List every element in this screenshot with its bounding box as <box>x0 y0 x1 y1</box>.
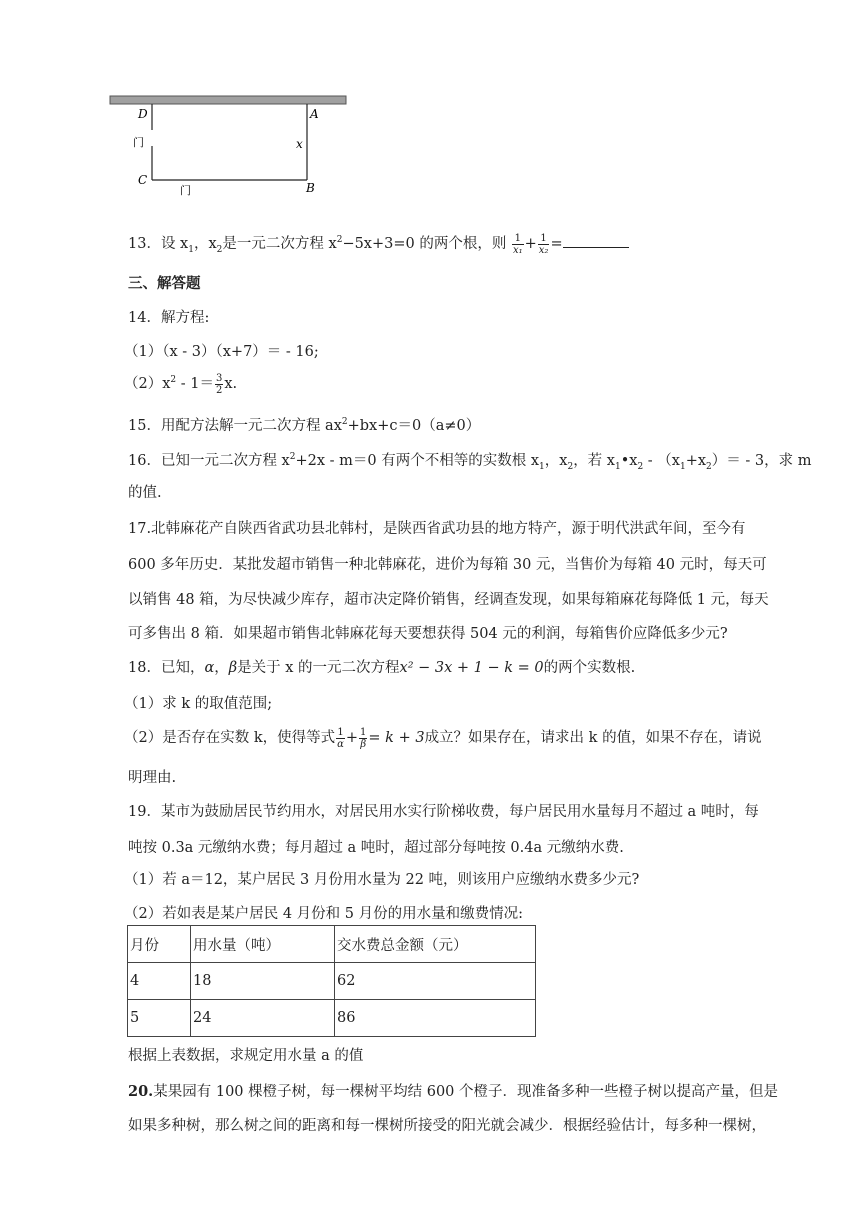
question-18: 18．已知，α，β是关于 x 的一元二次方程x² − 3x + 1 − k = 0的两个实数根. <box>128 660 636 676</box>
label-a: A <box>310 107 319 121</box>
question-13: 13．设 $x_1$，$x_2$是一元二次方程 $x^2-5x+3=0$ 的两个根，则 $\frac{1}{\text{x₁}}$ + $\frac{1}{\text{x₂}}$ = <box>128 232 629 256</box>
label-b: B <box>306 181 315 195</box>
rectangle-wall-figure <box>100 90 360 200</box>
question-17-line-4: 可多售出 8 箱．如果超市销售北韩麻花每天要想获得 504 元的利润，每箱售价应降低多少元? <box>128 626 728 642</box>
table-row <box>128 963 536 1000</box>
fraction-1-over-x1: $\frac{1}{\text{x₁}}$ <box>512 232 523 256</box>
header-cell: 交水费总金额（元） <box>335 926 536 963</box>
wall-bar <box>110 96 346 104</box>
label-d: D <box>138 107 148 121</box>
question-20-line-2: 如果多种树，那么树之间的距离和每一棵树所接受的阳光就会减少．根据经验估计，每多种一棵树， <box>128 1118 766 1134</box>
table-cell: 24 <box>191 1000 335 1037</box>
water-usage-table <box>127 925 536 1037</box>
question-17-line-3: 以销售 48 箱，为尽快减少库存，超市决定降价销售，经调查发现，如果每箱麻花每降低 1 元，每天 <box>128 592 769 608</box>
question-19-after-table: 根据上表数据，求规定用水量 a 的值 <box>128 1048 364 1064</box>
question-14-part-2: $(2)x^2 - 1=$ $\frac{3}{2}$ x. <box>124 372 238 396</box>
table-cell: 86 <box>335 1000 536 1037</box>
section-heading: 三、解答题 <box>128 276 201 292</box>
question-15: 15．用配方法解一元二次方程 $ax^2+bx+c=0(a\ne 0)$ <box>128 417 481 434</box>
door-label-1: 门 <box>133 136 144 149</box>
question-17-line-2: 600 多年历史．某批发超市销售一种北韩麻花，进价为每箱 30 元，当售价为每箱 40 元时，每天可 <box>128 557 767 573</box>
question-19-part-2: （2）若如表是某户居民 4 月份和 5 月份的用水量和缴费情况: <box>124 906 523 922</box>
question-19-line-1: 19．某市为鼓励居民节约用水，对居民用水实行阶梯收费，每户居民用水量每月不超过 a 吨时，每 <box>128 804 759 820</box>
question-16-line-2: 的值. <box>128 485 162 501</box>
header-cell: 用水量（吨） <box>191 926 335 963</box>
table-row <box>128 1000 536 1037</box>
question-14-part-1: （1）（x - 3）（x+7）＝ - 16; <box>124 344 319 360</box>
question-16: 16．已知一元二次方程 $x^2+2x - m=0$ 有两个不相等的实数根 $x_1$，$x_2$，若 $x_1•x_2 - (x_1+x_2)= - 3$，求 m <box>128 452 812 472</box>
question-20-line-1: 20.某果园有 100 棵橙子树，每一棵树平均结 600 个橙子．现准备多种一些橙子树以提高产量，但是 <box>128 1083 779 1100</box>
question-14-title: 14．解方程: <box>128 310 210 326</box>
question-19-part-1: （1）若 a＝12，某户居民 3 月份用水量为 22 吨，则该用户应缴纳水费多少元? <box>124 872 640 888</box>
table-cell: 5 <box>128 1000 191 1037</box>
fraction-1-over-x2: $\frac{1}{\text{x₂}}$ <box>538 232 549 256</box>
answer-blank <box>563 233 629 248</box>
label-c: C <box>138 173 148 187</box>
question-18-part-2: （2）是否存在实数 k，使得等式 $\frac{1}{\alpha}$ + $\frac{1}{\beta}$ = k + 3成立？如果存在，请求出 k 的值，如果不存在，请说 <box>124 726 762 750</box>
door-label-2: 门 <box>180 184 191 197</box>
table-cell: 18 <box>191 963 335 1000</box>
table-cell: 4 <box>128 963 191 1000</box>
question-17-line-1: 17.北韩麻花产自陕西省武功县北韩村，是陕西省武功县的地方特产，源于明代洪武年间，至今有 <box>128 521 746 537</box>
question-19-line-2: 吨按 0.3a 元缴纳水费；每月超过 a 吨时，超过部分每吨按 0.4a 元缴纳水费. <box>128 840 624 856</box>
table-header-row <box>128 926 536 963</box>
label-x: x <box>296 137 303 151</box>
question-18-part-1: （1）求 k 的取值范围; <box>124 696 273 712</box>
table-cell: 62 <box>335 963 536 1000</box>
header-cell: 月份 <box>128 926 191 963</box>
question-18-part-2-line-2: 明理由. <box>128 770 177 786</box>
